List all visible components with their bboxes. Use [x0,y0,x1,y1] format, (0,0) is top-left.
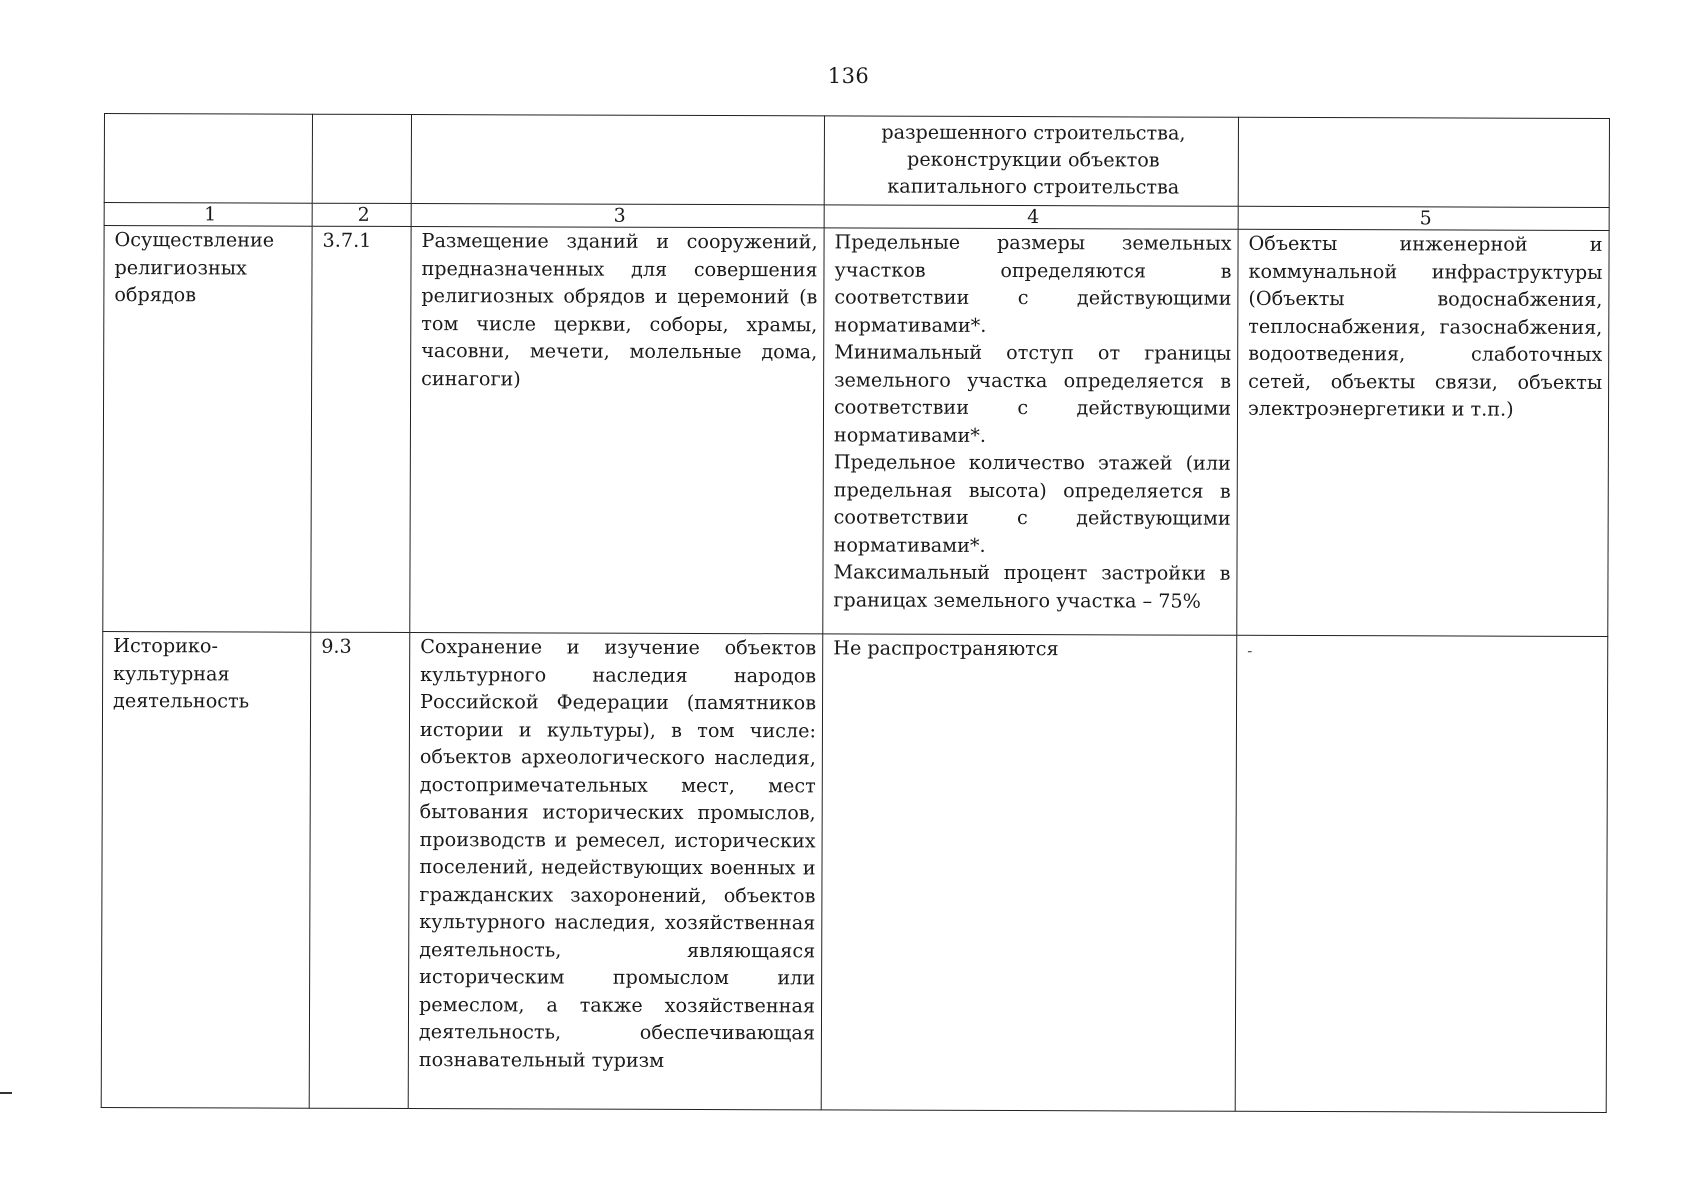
column-number-3: 3 [411,204,824,228]
column-number-2: 2 [312,203,411,226]
table-row [103,226,1609,637]
header-cell-4 [824,116,1238,206]
header-cell-2 [312,114,411,203]
header-cell-1 [104,114,312,204]
column-number-5: 5 [1238,206,1609,230]
table-header-continuation-row [104,114,1609,208]
header-cell-3 [411,115,824,205]
parameter-line: Не распространяются [833,636,1059,661]
column-number-1: 1 [104,203,312,227]
page-number: 136 [827,64,870,88]
land-use-table [101,113,1610,1113]
column-number-4: 4 [824,205,1238,229]
parameter-line: Предельное количество этажей (или предельная высота) определяется в соответствии с действующими нормативами*. [833,450,1231,557]
use-type-description: Размещение зданий и сооружений, предназначенных для совершения религиозных обрядов и церемоний (в том числе церкви, соборы, храмы, часовни, мечети, молельные дома, синагоги) [410,227,824,634]
use-type-description: Сохранение и изучение объектов культурного наследия народов Российской Федерации (памятников истории и культуры), в том числе: объектов археологического наследия, достопримечательных мест, мест бытования исторических промыслов, производств и ремесел, исторических поселений, недействующих военных и гражданских захоронений, объектов культурного наследия, хозяйственная деятельность, являющаяся историческим промыслом или ремеслом, а также хозяйственная деятельность, обеспечивающая познавательный туризм [408,633,823,1110]
header-cell-5 [1238,117,1609,207]
construction-parameters [823,228,1238,635]
margin-mark [0,1092,12,1094]
use-type-name: Осуществление религиозных обрядов [103,226,312,633]
header-continuation-text: разрешенного строительства, реконструкции объектов капитального строительства [881,120,1186,199]
auxiliary-uses: Объекты инженерной и коммунальной инфраструктуры (Объекты водоснабжения, теплоснабжения, газоснабжения, водоотведения, слаботочных сетей, объекты связи, объекты электроэнергетики и т.п.) [1237,229,1609,636]
use-type-code: 3.7.1 [311,226,411,632]
construction-parameters [821,634,1237,1111]
parameter-line: Минимальный отступ от границы земельного участка определяется в соответствии с действующими нормативами*. [833,340,1232,447]
auxiliary-uses [1235,635,1608,1112]
parameter-line: Предельные размеры земельных участков определяются в соответствии с действующими нормативами*. [834,230,1232,337]
use-type-code: 9.3 [309,632,410,1108]
table-row [101,631,1608,1112]
use-type-name: Историко-культурная деятельность [101,631,311,1108]
parameter-line: Максимальный процент застройки в границах земельного участка – 75% [833,560,1231,613]
auxiliary-dash: - [1247,641,1253,660]
